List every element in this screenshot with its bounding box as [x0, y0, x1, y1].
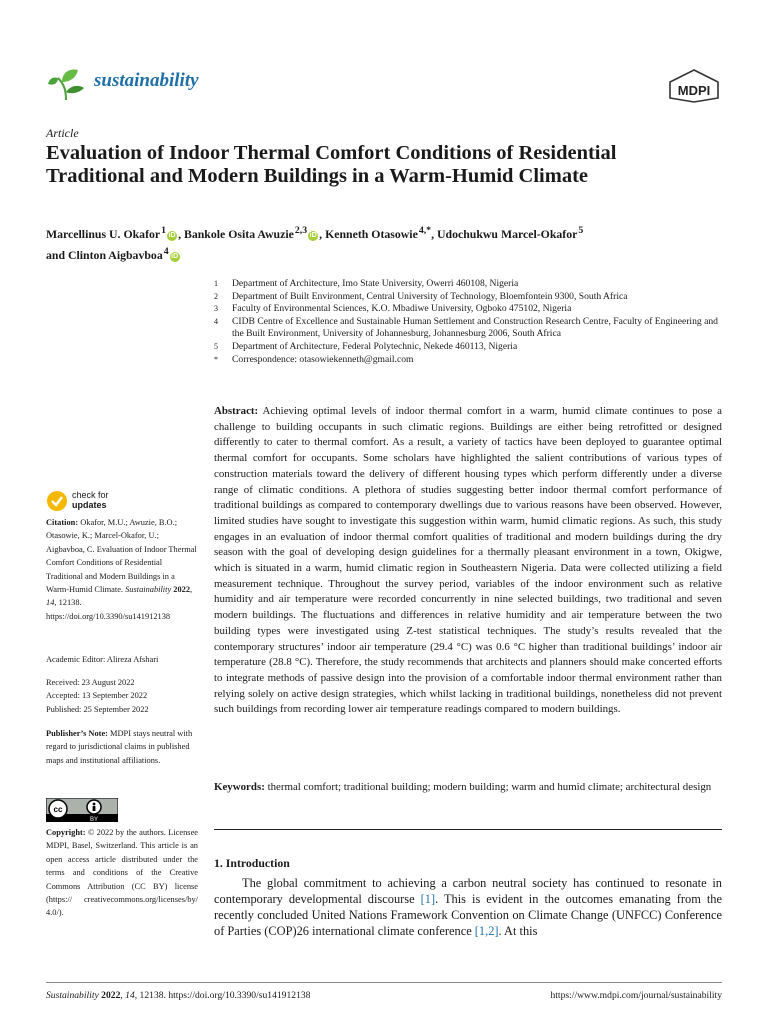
citation-link[interactable]: [1,2]: [474, 924, 499, 938]
citation-year: 2022: [173, 585, 191, 595]
sustainability-logo-icon: [46, 64, 86, 104]
citation-link[interactable]: [1]: [420, 892, 436, 906]
section-divider: [214, 829, 722, 830]
affil-number: 4: [214, 316, 218, 326]
citation-block: Citation: Okafor, M.U.; Awuzie, B.O.; Otasowie, K.; Marcel-Okafor, U.; Aigbavboa, C. Evaluation of Indoor Thermal Comfort Conditions of Residential Traditional and Modern Buildings in a Warm-Humid Climate. Sustainability 2022, 14, 12138. https://doi.org/10.3390/su141912138: [46, 518, 197, 621]
orcid-icon[interactable]: iD: [171, 252, 179, 260]
abstract-label: Abstract:: [214, 405, 259, 417]
intro-paragraph: [214, 875, 722, 939]
affil-number: 5: [214, 341, 218, 351]
author-affil-sup: 2,3: [294, 225, 308, 236]
copyright-block: [46, 826, 198, 920]
footer-doi[interactable]: , 12138. https://doi.org/10.3390/su141912138: [134, 990, 311, 1001]
copyright-label: Copyright:: [46, 828, 86, 837]
citation-doi[interactable]: , 12138. https://doi.org/10.3390/su141912138: [46, 598, 171, 621]
author-affil-sup: 5: [578, 225, 584, 236]
received-date: Received: 23 August 2022: [46, 678, 135, 687]
citation-label: Citation:: [46, 518, 79, 527]
affil-number: 1: [214, 279, 218, 288]
footer-citation: Sustainability 2022, 14, 12138. https://doi.org/10.3390/su141912138: [46, 990, 311, 1001]
affil-text: Department of Architecture, Imo State University, Owerri 460108, Nigeria: [232, 278, 519, 289]
accepted-date: Accepted: 13 September 2022: [46, 691, 148, 701]
author-name: Bankole Osita Awuzie: [183, 226, 294, 241]
orcid-icon[interactable]: iD: [309, 231, 317, 239]
paper-title: Evaluation of Indoor Thermal Comfort Conditions of Residential Traditional and Modern Buildings in a Warm-Humid Climate: [46, 142, 617, 187]
author-name: Kenneth Otasowie: [325, 226, 418, 241]
author-name: Clinton Aigbavboa: [67, 247, 163, 262]
keywords: [214, 780, 722, 796]
keywords-text: thermal comfort; traditional building; modern building; warm and humid climate; architectural design: [267, 781, 712, 793]
mdpi-logo-icon[interactable]: [666, 68, 722, 104]
cc-by-license-icon[interactable]: [46, 798, 118, 822]
correspondence-text[interactable]: Correspondence: otasowiekenneth@gmail.com: [232, 353, 414, 365]
check-updates-line1: check for: [72, 490, 109, 500]
intro-text: The global commitment to achieving a carbon neutral society has continued to resonate in contemporary developmental discourse: [214, 876, 722, 906]
affil-number: 2: [214, 291, 218, 301]
footer-journal-url[interactable]: https://www.mdpi.com/journal/sustainability: [550, 990, 722, 1001]
affil-text: Faculty of Environmental Sciences, K.O. Mbadiwe University, Ogboko 475102, Nigeria: [232, 303, 572, 315]
article-type: Article: [46, 126, 79, 140]
author-name: Marcellinus U. Okafor: [46, 226, 161, 241]
svg-text:cc: cc: [53, 805, 63, 814]
affil-text: Department of Architecture, Federal Polytechnic, Nekede 460113, Nigeria: [232, 340, 518, 352]
affil-number: 3: [214, 304, 218, 314]
abstract-text: Achieving optimal levels of indoor thermal comfort in a warm, humid climate continues to pose a challenge to building occupants in such climatic regions. Buildings are either being retrofitted or designed differently to cater to thermal comfort. As a result, a variety of tactics have been deployed to guarantee optimal thermal comfort for occupants. Some scholars have highlighted the salient contributions of various types of construction materials toward the delivery of different housing types which perform differently under a diverse range of climatic conditions. A plethora of studies suggesting better indoor thermal comfort performance of traditional buildings as compared to contemporary dwellings due to various reasons have been observed. However, limited studies have sought to investigate this suggestion within warm, humid climatic regions. As such, this study engages in an evaluation of indoor thermal comfort qualities of traditional and modern buildings during the dry season with the goal of developing design guidelines for a thermally pleasant environment in a town, Okigwe, which is situated in a warm, humid climatic region in Southeastern Nigeria. Data were collected utilizing a field measurement technique. Throughout the survey period, variables of the indoor environment such as relative humidity and air temperature were recorded concurrently in nine selected buildings, two traditional and seven modern buildings. The fluctuations and differences in relative humidity and air temperature between the two building types were investigated using Z-test statistical techniques. The study’s results revealed that the contemporary structures’ indoor air temperature (29.4 °C) was 0.6 °C higher than traditional buildings’ indoor air temperature (28.8 °C). Therefore, the study recommends that architects and planners should make concerted efforts to integrate methods of passive design into the provision of a comfortable indoor thermal environment rather than relying solely on active design strategies, which whilst lacking in traditional buildings, nonetheless did not prevent such buildings from recording lower air temperature readings compared to modern buildings.: [214, 405, 722, 716]
affil-text: CIDB Centre of Excellence and Sustainable Human Settlement and Construction Research Centre, Faculty of Engineering and the Built Environment, University of Johannesburg, Johannesburg 2006, South Africa: [232, 315, 718, 340]
citation-journal: Sustainability: [125, 585, 172, 595]
footer-divider: [46, 982, 722, 983]
journal-name[interactable]: sustainability: [94, 70, 199, 91]
footer-year: 2022: [101, 990, 121, 1001]
author-list: Marcellinus U. Okafor $^1$ iD , Bankole Osita Awuzie $^{2,3}$ iD , Kenneth Otasowie $^{4,*}$, Udochukwu Marcel-Okafor $^5$ and Clinton Aigbavboa $^4$ iD: [46, 225, 584, 262]
author-affil-sup: 1: [161, 225, 167, 236]
check-updates-icon: [46, 490, 68, 512]
footer-volume: 14: [125, 990, 135, 1001]
copyright-text: © 2022 by the authors. Licensee MDPI, Basel, Switzerland. This article is an open access article distributed under the terms and conditions of the Creative Commons Attribution (CC BY) license (https:// creativecommons.org/licenses/by/ 4.0/).: [46, 828, 198, 918]
affil-number: *: [214, 354, 218, 364]
publishers-note: [46, 727, 198, 767]
published-date: Published: 25 September 2022: [46, 704, 149, 714]
dates-block: [46, 676, 198, 716]
orcid-icon[interactable]: iD: [168, 231, 176, 239]
cc-by-label: BY: [89, 817, 99, 822]
keywords-label: Keywords:: [214, 781, 265, 793]
mdpi-logo-text: MDPI: [677, 83, 711, 98]
intro-text: . This is evident in the outcomes emanating from the recently concluded United Nations Framework Convention on Climate Change (UNFCC) Conference of Parties (COP)26 international climate conference: [214, 892, 723, 938]
intro-text: . At this: [498, 924, 538, 938]
author-affil-sup: 4,*: [418, 225, 432, 236]
affil-text: Department of Built Environment, Central University of Technology, Bloemfontein 9300, South Africa: [232, 290, 628, 302]
author-affil-sup: 4: [163, 245, 169, 257]
check-for-updates-button[interactable]: [46, 488, 166, 516]
note-label: Publisher’s Note:: [46, 729, 108, 738]
citation-volume: 14: [46, 598, 55, 608]
section-heading: 1. Introduction: [214, 856, 290, 870]
citation-text: Okafor, M.U.; Awuzie, B.O.; Otasowie, K.; Marcel-Okafor, U.; Aigbavboa, C. Evaluation of Indoor Thermal Comfort Conditions of Residential Traditional and Modern Buildings in a Warm-Humid Climate.: [46, 518, 197, 595]
author-name: Udochukwu Marcel-Okafor: [437, 226, 578, 241]
footer-journal: Sustainability: [46, 990, 99, 1001]
academic-editor: Academic Editor: Alireza Afshari: [46, 655, 159, 664]
note-text: MDPI stays neutral with regard to jurisdictional claims in published maps and institutional affiliations.: [46, 729, 193, 765]
check-updates-line2: updates: [72, 500, 107, 510]
abstract: [214, 404, 722, 718]
affiliations: [214, 278, 726, 366]
